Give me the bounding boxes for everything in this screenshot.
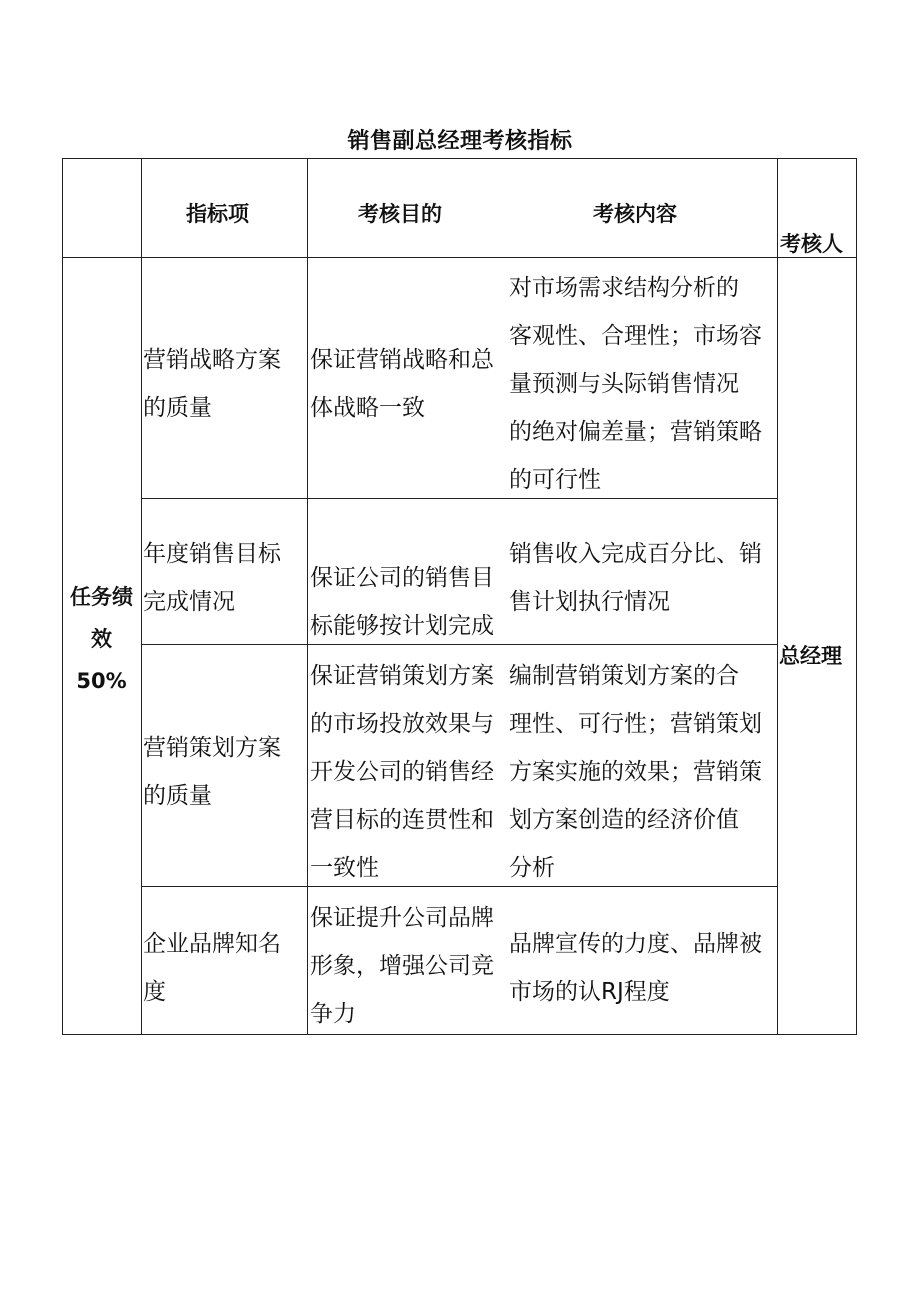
header-assessor: 考核人 <box>780 232 843 256</box>
table-right-border <box>856 158 857 1035</box>
assessor-value: 总经理 <box>779 644 842 668</box>
category-line-3: 50% <box>76 669 127 693</box>
row-4-purpose: 保证提升公司品牌 形象，增强公司竞 争力 <box>310 905 494 1027</box>
document-title: 销售副总经理考核指标 <box>347 129 573 154</box>
col-divider-1 <box>141 158 142 1035</box>
header-item: 指标项 <box>186 202 249 226</box>
col-divider-2 <box>307 158 308 1035</box>
row-2-content: 销售收入完成百分比、销 售计划执行情况 <box>509 541 762 615</box>
table-top-border <box>62 158 857 159</box>
category-line-2: 效 <box>91 627 112 651</box>
header-content: 考核内容 <box>593 202 677 226</box>
row-1-item: 营销战略方案 的质量 <box>143 347 281 421</box>
col-divider-3 <box>777 158 778 1035</box>
row-3-purpose: 保证营销策划方案 的市场投放效果与 开发公司的销售经 营目标的连贯性和 一致性 <box>310 663 494 881</box>
category-line-1: 任务绩 <box>70 585 133 609</box>
category-cell <box>62 576 141 702</box>
row-3-content: 编制营销策划方案的合 理性、可行性；营销策划 方案实施的效果；营销策 划方案创造的经济价值 分析 <box>509 663 762 881</box>
header-purpose: 考核目的 <box>358 202 442 226</box>
row-4-content: 品牌宣传的力度、品牌被 市场的认RJ程度 <box>509 931 762 1005</box>
row-3-item: 营销策划方案 的质量 <box>143 735 281 809</box>
row-4-item: 企业品牌知名 度 <box>143 931 281 1005</box>
row-1-purpose: 保证营销战略和总 体战略一致 <box>310 347 494 421</box>
row-1-content: 对市场需求结构分析的 客观性、合理性；市场容 量预测与头际销售情况 的绝对偏差量；营销策略 的可行性 <box>509 275 762 493</box>
row-2-item: 年度销售目标 完成情况 <box>143 541 281 615</box>
row-2-purpose: 保证公司的销售目 标能够按计划完成 <box>310 565 494 639</box>
header-bottom-border <box>62 257 857 258</box>
